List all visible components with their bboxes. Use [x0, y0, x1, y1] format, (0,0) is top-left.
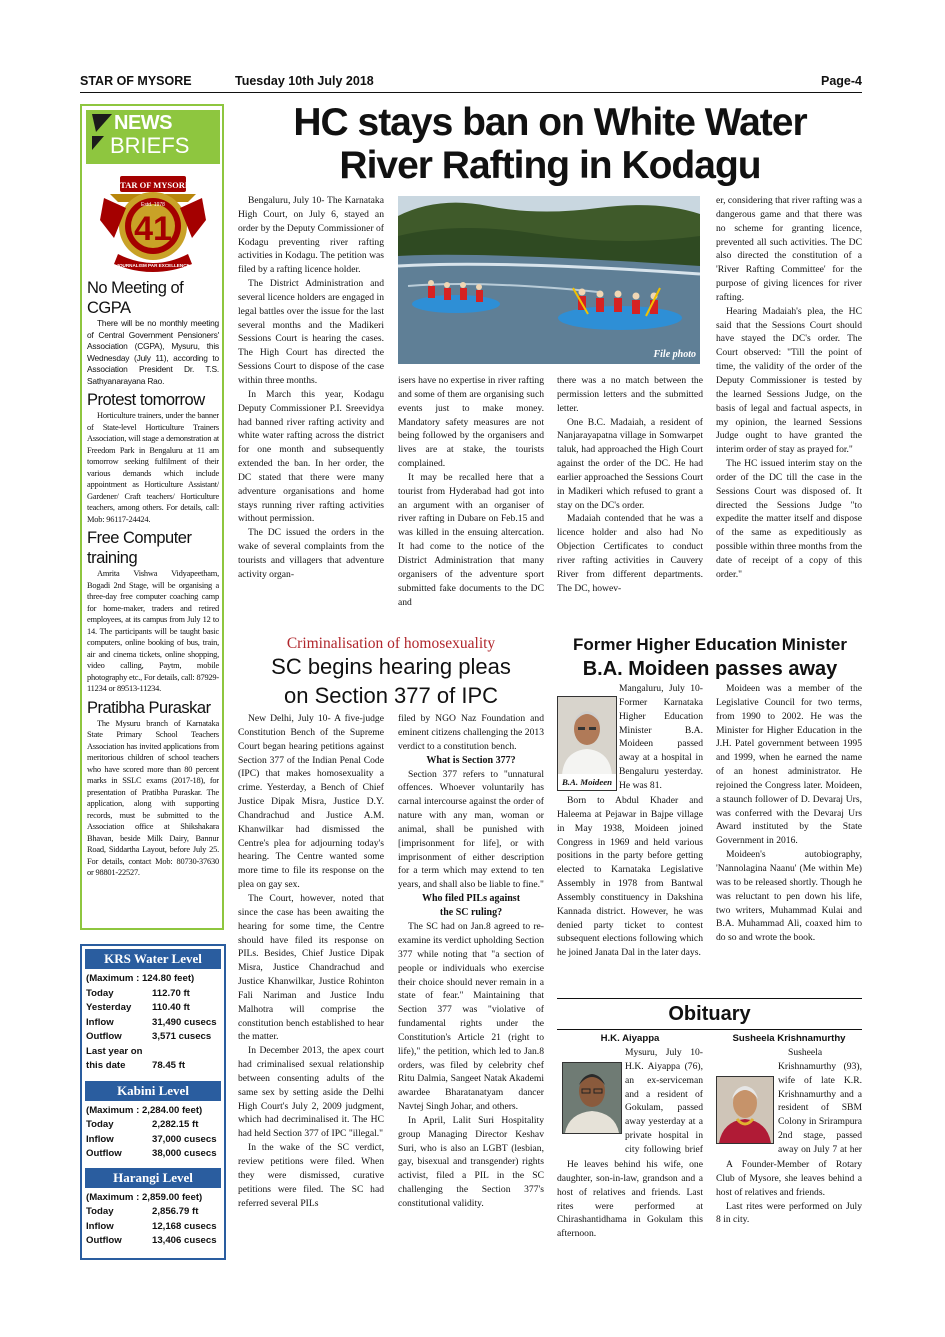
level-label: Today [86, 1119, 114, 1130]
story-paragraph: Madaiah contended that he was a licence holder and also had No Objection Certificates to conduct river rafting activities in Cauvery River from different departments. The DC, howev- [557, 513, 703, 594]
issue-date: Tuesday 10th July 2018 [235, 74, 374, 88]
level-label: Today [86, 987, 114, 999]
page-number: Page-4 [821, 74, 862, 88]
story-paragraph: Mangaluru, July 10- Former Karnataka Higher Education Minister B.A. Moideen passed away at a hospital in Bengaluru yesterday. He was 81. [619, 683, 703, 791]
story-paragraph: The SC had on Jan.8 agreed to re-examine its verdict upholding Section 377 while noting that "a section of people or individuals who exercise their choice should never remain in a state of fear." Maintaining that Section 377 was "violative of fundamental rights under the Constitution's Article 21 (right to life)," the petition, which led to Jan.8 orders, was filed by celebrity chef Ritu Dalmia, Sangeet Natak Akademi awardee Bharatanatyam dancer Navtej Singh Johar, and others. [398, 921, 544, 1113]
obituary-paragraph: Mysuru, July 10- H.K. Aiyappa (76), an ex-serviceman and a resident of Gokulam, passed away yesterday at a private hospital in city following brief [625, 1047, 703, 1155]
level-label: Last year on [86, 1045, 143, 1057]
kabini-max: (Maximum : 2,284.00 feet) [86, 1104, 203, 1116]
story-paragraph: In the wake of the SC verdict, review petitions were filed. When they were dismissed, curative petitions were filed. The SC had referred several PILs [238, 1142, 384, 1209]
story-paragraph: The Court, however, noted that since the case has been awaiting the hearing for some time, the Centre should have filed its response on PILs. Besides, Chief Justice Dipak Misra, Justice Chandrachud and Justice Khanwilkar, Justice Rohinton Fali Nariman and Justice Indu Malhotra will comprise the constitution bench established to hear the matter. [238, 892, 384, 1043]
brief-text: Amrita Vishwa Vidyapeetham, Bogadi 2nd Stage, will be organising a three-day free computer coaching camp for home-maker, traders and retired employees, at its campus from July 12 to 14. The participants will be taught basic computers, online booking of bus, train, air and cinema tickets, online shopping, video calling, Paytm, mobile photography etc., For details, call: 87929-11234 or 89513-11234. [87, 569, 219, 693]
main-story-col3 [557, 374, 703, 626]
kabini-level-table [82, 1104, 224, 1162]
logo-bottom-text: JOURNALISM PAR EXCELLENCE [116, 263, 190, 268]
level-value: 78.45 ft [152, 1060, 186, 1071]
level-label: this date [86, 1060, 126, 1071]
sc-headline-line2: on Section 377 of IPC [283, 683, 499, 708]
story-paragraph: It may be recalled here that a tourist from Hyderabad had got into an argument with an organiser of river rafting in Dubare on Feb.15 and was killed in the ensuing altercation. It had come to the notice of the District Administration that many organisers of the adventure sport submitted fake documents to the DC and [398, 471, 544, 608]
level-label: Today [86, 1206, 114, 1217]
brief-title: Protest tomorrow [87, 391, 205, 409]
level-label: Inflow [86, 1016, 114, 1028]
story-paragraph: One B.C. Madaiah, a resident of Nanjarayapatna village in Somwarpet taluk, had approached the High Court against the order of the DC. He had earlier approached the Sessions Court in Madikeri which refused to grant a stay on the DC's order. [557, 416, 703, 511]
main-headline-line1: HC stays ban on White Water [293, 101, 807, 144]
level-label: Inflow [86, 1220, 114, 1232]
sc-headline-line1: SC begins hearing pleas [271, 654, 511, 679]
kabini-level-title: Kabini Level [85, 1081, 221, 1101]
main-story-col4 [716, 194, 862, 626]
brief-title: No Meeting of CGPA [87, 279, 184, 317]
obituary-name-left: H.K. Aiyappa [600, 1033, 660, 1044]
story-paragraph: Moideen's autobiography, 'Nannolagina Naanu' (Me within Me) was to be released shortly. Though he was reluctant to pen down his life, two writers, Muhammad Kulai and B.A. Muhammad Ali, coaxed him to do so and wrote the book. [716, 849, 862, 944]
obituary-rule-bottom [557, 1029, 862, 1030]
news-briefs-box [80, 104, 224, 930]
moideen-photo-caption: B.A. Moideen [558, 774, 616, 790]
page-header [80, 74, 862, 92]
obituary-paragraph: A Founder-Member of Rotary Club of Mysore, she leaves behind a host of relatives and friends. [716, 1159, 862, 1198]
krs-max: (Maximum : 124.80 feet) [86, 973, 195, 984]
header-rule [80, 92, 862, 93]
sc-subhead: What is Section 377? [426, 754, 516, 766]
water-levels-box [80, 944, 226, 1260]
level-value: 12,168 cusecs [152, 1220, 217, 1232]
anniversary-logo [96, 168, 210, 278]
sc-story-col2 [398, 712, 544, 1258]
sc-story-col1 [238, 712, 384, 1258]
obituary-name-right: Susheela Krishnamurthy [732, 1033, 846, 1044]
story-paragraph: filed by NGO Naz Foundation and eminent citizens challenging the 2013 verdict to a constitution bench. [398, 713, 544, 752]
main-story-col1 [238, 194, 384, 626]
story-paragraph: In December 2013, the apex court had criminalised sexual relationship between consenting adults of the same sex by setting aside the Delhi High Court's July 2, 2009 judgment, which had decriminalised it. The HC had held Section 377 of IPC "illegal." [238, 1045, 384, 1140]
obituary-rule-top [557, 998, 862, 999]
news-briefs-banner [86, 110, 220, 164]
main-headline-line2: River Rafting in Kodagu [339, 144, 761, 187]
level-label: Outflow [86, 1148, 122, 1159]
obituary-title: Obituary [668, 1003, 751, 1025]
level-value: 38,000 cusecs [152, 1148, 217, 1159]
level-value: 3,571 cusecs [152, 1031, 212, 1042]
photo-caption: File photo [653, 349, 696, 360]
story-paragraph: The District Administration and several licence holders are engaged in legal battles over the issue for the last several months and the Madikeri Sessions Court is hearing the cases. The High Court has directed the Sessions Court to dispose of the case within three months. [238, 278, 384, 386]
harangi-level-title: Harangi Level [85, 1168, 221, 1188]
brief-text: Horticulture trainers, under the banner of State-level Horticulture Trainers Association, will stage a demonstration at Freedom Park in Bengaluru at 11 am tomorrow seeking fulfilment of their various demands which include appointment as Horticulture Assistant/ Gardener/ Craft teachers/ Horticulture teachers, among others. For details, call: Mob: 96117-24424. [87, 411, 219, 524]
story-paragraph: The DC issued the orders in the wake of several complaints from the tourists and villagers that adventure activity organ- [238, 527, 384, 580]
rafting-photo [398, 196, 700, 364]
sc-subhead: the SC ruling? [439, 907, 503, 919]
brief-text: There will be no monthly meeting of Central Government Pensioners' Association (CGPA), Mysuru, this Wednesday (July 11), according to Association President Dr. T.S. Sathyanarayana Rao. [87, 318, 219, 386]
obituary-paragraph: Susheela Krishnamurthy (93), wife of late K.R. Krishnamurthy and a resident of SBM Colony in Srirampura 2nd stage, passed away on July 7 at her [716, 1046, 862, 1158]
level-value: 31,490 cusecs [152, 1016, 217, 1028]
krs-level-title: KRS Water Level [85, 949, 221, 969]
story-paragraph: isers have no expertise in river rafting and some of them are organising such events just to make money. Mandatory safety measures are not being followed by the organisers and lives are at stake, the tourists complained. [398, 375, 544, 470]
obituary-paragraph: Last rites were performed on July 8 in city. [716, 1200, 862, 1226]
story-paragraph: Moideen was a member of the Legislative Council for two terms, from 1990 to 2002. He was the Minister for Higher Education in the J.H. Patel government between 1995 and 1999, when he earned the name of an honest administrator. He rejoined the Congress later. Moideen, a staunch follower of D. Devaraj Urs, was conferred with the Devaraj Urs Award instituted by the State Government in 2016. [716, 683, 862, 847]
brief-title: Pratibha Puraskar [87, 698, 211, 717]
level-value: 2,856.79 ft [152, 1206, 199, 1217]
level-value: 2,282.15 ft [152, 1119, 199, 1130]
level-value [152, 1045, 217, 1060]
logo-number-text: 41 [134, 210, 172, 248]
harangi-level-table [82, 1191, 224, 1249]
level-value: 110.40 ft [152, 1002, 190, 1013]
anniversary-seal-icon [96, 168, 210, 278]
story-paragraph: Section 377 refers to "unnatural offences. Whoever voluntarily has carnal intercourse against the order of nature with any man, woman or animal, shall be punished with [imprisonment for life], or with imprisonment of either description for a term which may extend to ten years, and shall also be liable to fine." [398, 768, 544, 891]
story-paragraph: Bengaluru, July 10- The Karnataka High Court, on July 6, stayed an order by the Deputy Commissioner of Kodagu preventing river rafting activities in Kodagu. The petition was filed by a rafting licence holder. [238, 195, 384, 276]
brief-title: Free Computer training [87, 529, 192, 567]
moideen-headline-line2: B.A. Moideen passes away [582, 658, 838, 680]
paper-name: STAR OF MYSORE [80, 74, 192, 88]
level-label: Inflow [86, 1133, 114, 1145]
main-story-col2 [398, 374, 544, 626]
story-paragraph: New Delhi, July 10- A five-judge Constitution Bench of the Supreme Court began hearing petitions against Section 377 of the Indian Penal Code (IPC) that makes homosexuality a crime. Yesterday, a Bench of Chief Justice Dipak Misra, Justice D.Y. Chandrachud and Justice A.M. Khanwilkar had dismissed the Centre's plea for adjourning today's hearing. The Centre wanted some more time to file its response on the plea on gay sex. [238, 713, 384, 891]
level-label: Outflow [86, 1031, 122, 1042]
story-paragraph: there was a no match between the permission letters and the submitted letter. [557, 375, 703, 414]
briefs-label: BRIEFS [110, 133, 190, 158]
obituary-right-text [716, 1046, 862, 1258]
text-wrap-spacer [716, 1076, 778, 1158]
obituary-left-text [557, 1046, 703, 1258]
obituary-paragraph: He leaves behind his wife, one daughter, son-in-law, grandson and a host of relatives and friends. Last rites were performed at Chirashantidhama in Gokulam this afternoon. [557, 1159, 703, 1240]
level-value: 112.70 ft [152, 987, 190, 999]
rafting-photo-image [398, 196, 700, 364]
story-paragraph: The HC issued interim stay on the order of the DC till the case in the Sessions Court was disposed of. It directed the Sessions Judge "to expedite the matter itself and dispose of the same as expeditiously as possible within three months from the date of receipt of a copy of this order." [716, 458, 862, 580]
story-paragraph: Born to Abdul Khader and Haleema at Pejawar in Bajpe village in May 1938, Moideen joined Congress in 1969 and held various positions in the party before getting elected to Karnataka Legislative Assembly in 1978 from Bantwal Assembly constituency in Dakshina Kannada district. However, he was denied party ticket to contest subsequent elections following which he joined Janata Dal in the later days. [557, 795, 703, 959]
briefs-list [87, 276, 219, 879]
logo-estd-text: Estd. 1978 [141, 202, 165, 208]
level-label: Yesterday [86, 1002, 132, 1013]
story-paragraph: Hearing Madaiah's plea, the HC said that the Sessions Court should have stayed the DC's order. The Court observed: "Till the point of time, the validity of the order of the Deputy Commissioner is tested by the learned Sessions Judge, on the basis of legal and factual aspects, in my opinion, the learned Sessions Judge ought to have granted the interim order of stay as prayed for." [716, 305, 862, 456]
logo-top-text: STAR OF MYSORE [115, 180, 191, 190]
moideen-story-col1 [557, 682, 703, 994]
level-value: 13,406 cusecs [152, 1235, 217, 1246]
story-paragraph: er, considering that river rafting was a dangerous game and that there was no scheme for granting licence, prevented all such activities. The DC also directed the constitution of a 'River Rafting Committee' for the purpose of giving licences for river rafting. [716, 195, 862, 303]
moideen-headline-line1: Former Higher Education Minister [573, 635, 847, 654]
story-paragraph: In April, Lalit Suri Hospitality group Managing Director Keshav Suri, who is also an LGBT (lesbian, gay, bisexual and transgender) rights activist, filed a PIL in the SC challenging the Section 377's constitutional validity. [398, 1114, 544, 1209]
level-value: 37,000 cusecs [152, 1133, 217, 1145]
harangi-max: (Maximum : 2,859.00 feet) [86, 1191, 203, 1203]
news-label: NEWS [114, 112, 172, 134]
sc-subhead: Who filed PILs against [421, 893, 521, 905]
krs-level-table [82, 972, 224, 1074]
level-label: Outflow [86, 1235, 122, 1246]
story-paragraph: In March this year, Kodagu Deputy Commissioner P.I. Sreevidya had banned river rafting activity and white water rafting across the district for one month and subsequently extended the ban. In her order, the DC stated that there were many adventure organisations and home stays running river rafting activities without permission. [238, 388, 384, 525]
moideen-story-col2 [716, 682, 862, 994]
sc-kicker: Criminalisation of homosexuality [286, 635, 496, 652]
brief-text: The Mysuru branch of Karnataka State Primary School Teachers Association has invited applications from meritorious children of school teachers who have scored more than 80 percent marks in SSLC exams (2017-18), for presentation of Pratibha Puraskar. The application, along with supporting records, must be submitted to the Association office at Shikshakara Bhavan, beside Milk Dairy, Bannur Road, Siddartha Layout, before July 25. For details, contact Mob: 80730-37630 or 98801-22527. [87, 718, 219, 877]
